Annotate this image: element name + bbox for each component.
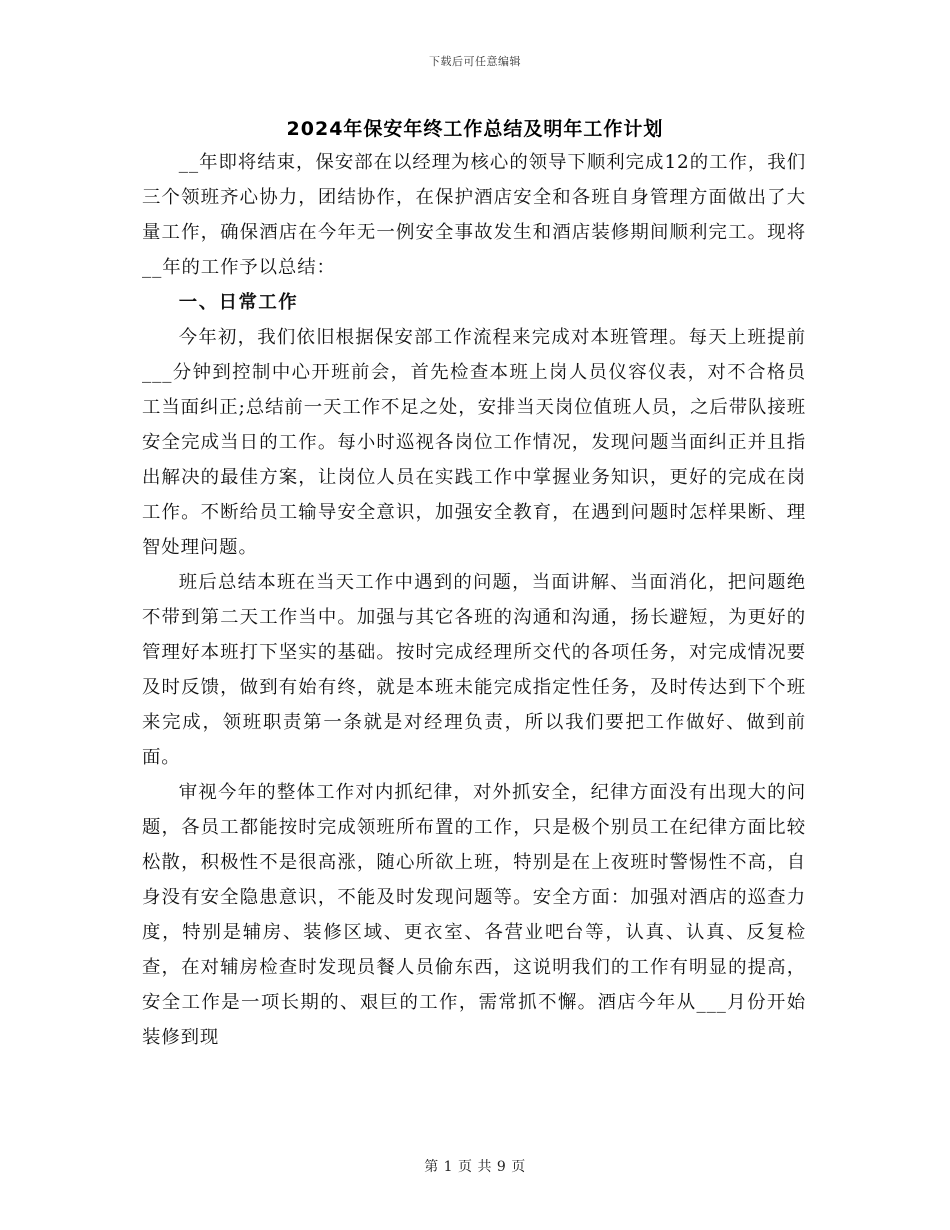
intro-paragraph: __年即将结束，保安部在以经理为核心的领导下顺利完成12的工作，我们三个领班齐心协力，团结协作，在保护酒店安全和各班自身管理方面做出了大量工作，确保酒店在今年无一例安全事故发生和酒店装修期间顺利完工。现将__年的工作予以总结： — [142, 152, 806, 278]
body-paragraph: 今年初，我们依旧根据保安部工作流程来完成对本班管理。每天上班提前___分钟到控制中心开班前会，首先检查本班上岗人员仪容仪表，对不合格员工当面纠正;总结前一天工作不足之处，安排当天岗位值班人员，之后带队接班安全完成当日的工作。每小时巡视各岗位工作情况，发现问题当面纠正并且指出解决的最佳方案，让岗位人员在实践工作中掌握业务知识，更好的完成在岗工作。不断给员工输导安全意识，加强安全教育，在遇到问题时怎样果断、理智处理问题。 — [142, 327, 806, 558]
document-title: 2024年保安年终工作总结及明年工作计划 — [286, 118, 664, 140]
body-paragraph: 审视今年的整体工作对内抓纪律，对外抓安全，纪律方面没有出现大的问题，各员工都能按时完成领班所布置的工作，只是极个别员工在纪律方面比较松散，积极性不是很高涨，随心所欲上班，特别是在上夜班时警惕性不高，自身没有安全隐患意识，不能及时发现问题等。安全方面：加强对酒店的巡查力度，特别是辅房、装修区域、更衣室、各营业吧台等，认真、认真、反复检查，在对辅房检查时发现员餐人员偷东西，这说明我们的工作有明显的提高，安全工作是一项长期的、艰巨的工作，需常抓不懈。酒店今年从___月份开始装修到现 — [142, 782, 806, 1048]
body-paragraph: 班后总结本班在当天工作中遇到的问题，当面讲解、当面消化，把问题绝不带到第二天工作当中。加强与其它各班的沟通和沟通，扬长避短，为更好的管理好本班打下坚实的基础。按时完成经理所交代的各项任务，对完成情况要及时反馈，做到有始有终，就是本班未能完成指定性任务，及时传达到下个班来完成，领班职责第一条就是对经理负责，所以我们要把工作做好、做到前面。 — [142, 572, 806, 768]
document-body — [142, 145, 806, 1055]
header-note: 下载后可任意编辑 — [429, 55, 521, 68]
section-heading: 一、日常工作 — [178, 292, 299, 313]
page-number: 第 1 页 共 9 页 — [424, 1159, 526, 1175]
